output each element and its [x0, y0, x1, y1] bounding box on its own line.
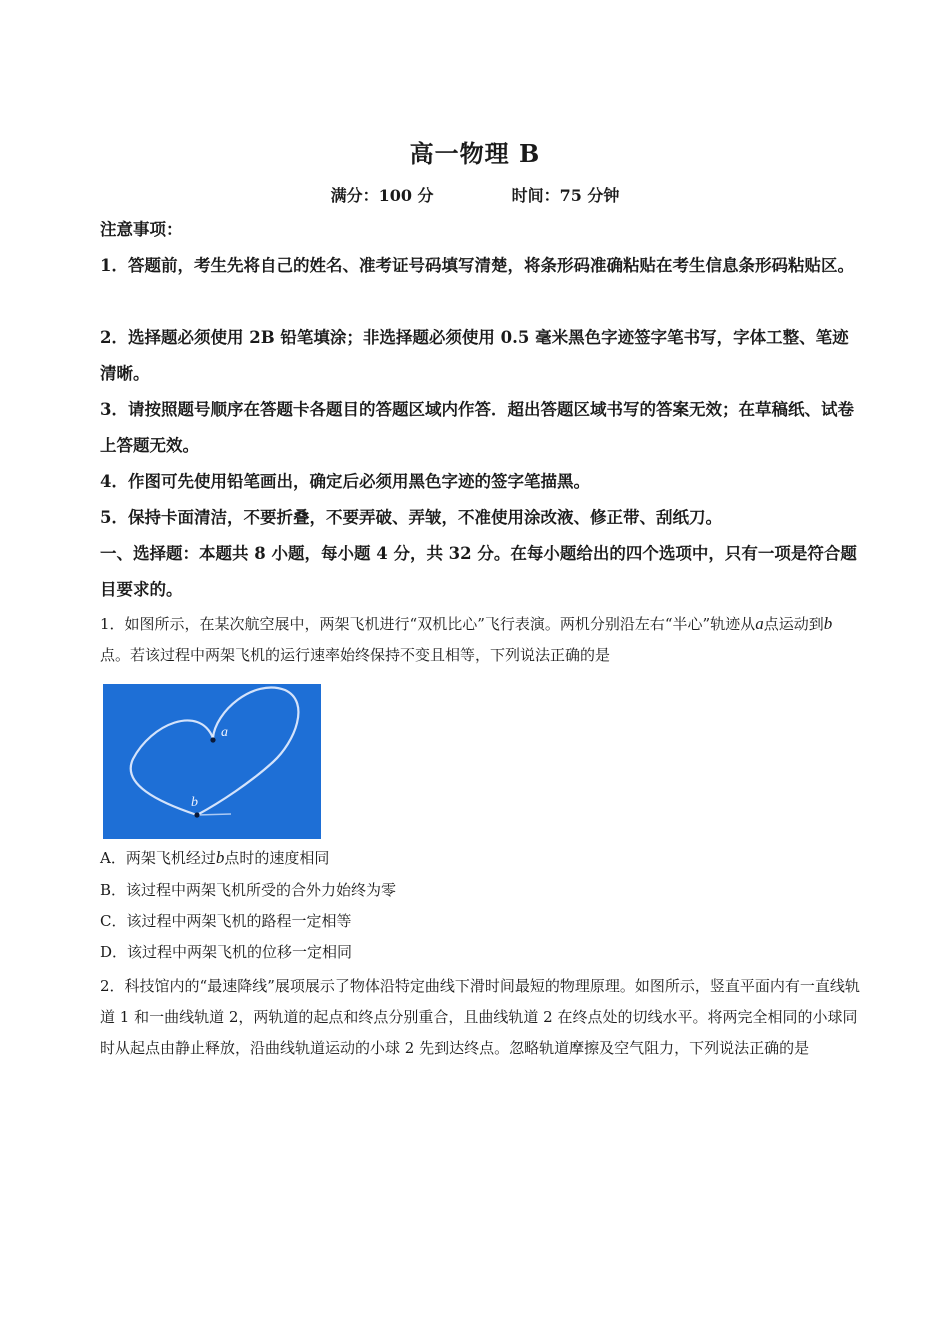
notice-item-3: 3．请按照题号顺序在答题卡各题目的答题区域内作答．超出答题区域书写的答案无效；在草稿纸、试卷上答题无效。 [100, 400, 854, 455]
var-b: b [823, 614, 833, 633]
right-half-heart [197, 688, 298, 815]
q1-option-c: C．该过程中两架飞机的路程一定相等 [100, 912, 352, 930]
notice-item-2: 2．选择题必须使用 2B 铅笔填涂；非选择题必须使用 0.5 毫米黑色字迹签字笔书写，字体工整、笔迹清晰。 [100, 328, 849, 383]
figure-label-a: a [221, 725, 228, 740]
question-1-stem: 1．如图所示，在某次航空展中，两架飞机进行“双机比心”飞行表演。两机分别沿左右“半心”轨迹从a点运动到b点。若该过程中两架飞机的运行速率始终保持不变且相等，下列说法正确的是 [100, 614, 833, 664]
notice-item-1: 1．答题前，考生先将自己的姓名、准考证号码填写清楚，将条形码准确粘贴在考生信息条形码粘贴区。 [100, 256, 854, 275]
notice-heading: 注意事项： [100, 220, 183, 239]
exit-trail [197, 814, 231, 815]
question-2-stem: 2．科技馆内的“最速降线”展项展示了物体沿特定曲线下滑时间最短的物理原理。如图所示，竖直平面内有一直线轨道 1 和一曲线轨道 2，两轨道的起点和终点分别重合，且曲线轨道 2 在终点处的切线水平。将两完全相同的小球同时从起点由静止释放，沿曲线轨道运动的小球 2 先到达终点。忽略轨道摩擦及空气阻力，下列说法正确的是 [100, 977, 860, 1057]
heart-trail-svg [103, 684, 321, 839]
full-score: 满分：100 分 [330, 186, 434, 205]
notice-item-4: 4．作图可先使用铅笔画出，确定后必须用黑色字迹的签字笔描黑。 [100, 472, 590, 491]
figure-label-b: b [191, 795, 198, 810]
left-half-heart [131, 720, 213, 815]
q1-option-a: A．两架飞机经过b点时的速度相同 [100, 848, 330, 867]
exam-time: 时间：75 分钟 [511, 186, 620, 205]
point-a-marker [210, 737, 215, 742]
page-title: 高一物理 B [409, 139, 541, 168]
var-a: a [755, 614, 764, 633]
exam-meta [0, 183, 950, 206]
heart-trail-figure [103, 684, 321, 839]
q1-option-b: B．该过程中两架飞机所受的合外力始终为零 [100, 881, 397, 899]
point-b-marker [194, 812, 199, 817]
notice-item-5: 5．保持卡面清洁，不要折叠，不要弄破、弄皱，不准使用涂改液、修正带、刮纸刀。 [100, 508, 722, 527]
q1-option-d: D．该过程中两架飞机的位移一定相同 [100, 943, 353, 961]
section-1-heading: 一、选择题：本题共 8 小题，每小题 4 分，共 32 分。在每小题给出的四个选项中，只有一项是符合题目要求的。 [100, 544, 857, 599]
